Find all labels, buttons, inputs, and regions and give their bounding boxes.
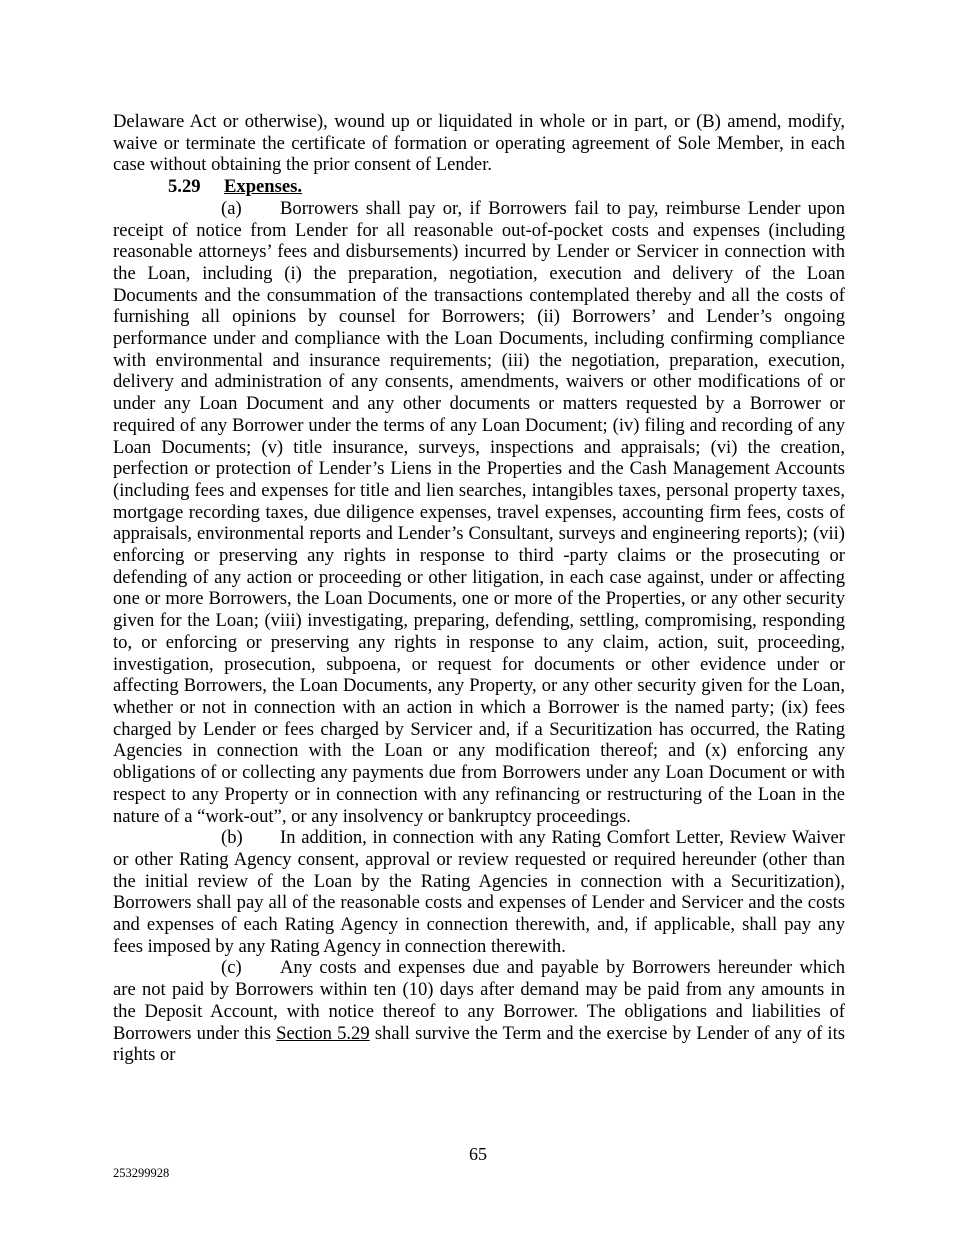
document-id-footer: 253299928	[113, 1166, 170, 1180]
subsection-a	[113, 198, 845, 827]
page-number: 65	[469, 1144, 487, 1164]
section-5-29-reference: Section 5.29	[276, 1022, 370, 1044]
subsection-b-text: In addition, in connection with any Rating Comfort Letter, Review Waiver or other Rating Agency consent, approval or review requested or required hereunder (other than the initial review of the Loan by the Rating Agencies in connection with a Securitization), Borrowers shall pay all of the reasonable costs and expenses of Lender and Servicer and the costs and expenses of each Rating Agency in connection therewith, and, if applicable, shall pay any fees imposed by any Rating Agency in connection therewith.	[113, 827, 845, 957]
subsection-c-text-after-ref: shall survive the Term and the exercise by Lender of any of its rights or	[113, 1022, 846, 1066]
subsection-c-label: (c)	[221, 957, 242, 979]
section-title: Expenses.	[224, 176, 303, 198]
section-number: 5.29	[168, 176, 201, 198]
subsection-b-label: (b)	[221, 827, 243, 849]
subsection-b	[113, 827, 845, 957]
document-body	[113, 111, 845, 1066]
continuation-paragraph: Delaware Act or otherwise), wound up or liquidated in whole or in part, or (B) amend, modify, waive or terminate the certificate of formation or operating agreement of Sole Member, in each case without obtaining the prior consent of Lender.	[113, 111, 845, 176]
subsection-a-label: (a)	[221, 197, 242, 219]
subsection-c	[113, 957, 845, 1066]
section-heading	[113, 176, 845, 198]
subsection-a-text: Borrowers shall pay or, if Borrowers fail to pay, reimburse Lender upon receipt of notice from Lender for all reasonable out-of-pocket costs and expenses (including reasonable attorneys’ fees and disbursements) incurred by Lender or Servicer in connection with the Loan, including (i) the preparation, negotiation, execution and delivery of the Loan Documents and the consummation of the transactions contemplated thereby and all the costs of furnishing all opinions by counsel for Borrowers; (ii) Borrowers’ and Lender’s ongoing performance under and compliance with the Loan Documents, including confirming compliance with environmental and insurance requirements; (iii) the negotiation, preparation, execution, delivery and administration of any consents, amendments, waivers or other modifications of or under any Loan Document and any other documents or matters requested by a Borrower or required of any Borrower under the terms of any Loan Document; (iv) filing and recording of any Loan Documents; (v) title insurance, surveys, inspections and appraisals; (vi) the creation, perfection or protection of Lender’s Liens in the Properties and the Cash Management Accounts (including fees and expenses for title and lien searches, intangibles taxes, personal property taxes, mortgage recording taxes, due diligence expenses, travel expenses, accounting firm fees, costs of appraisals, environmental reports and Lender’s Consultant, surveys and engineering reports); (vii) enforcing or preserving any rights in response to third -party claims or the prosecuting or defending of any action or proceeding or other litigation, in each case against, under or affecting one or more Borrowers, the Loan Documents, one or more of the Properties, or any other security given for the Loan; (viii) investigating, preparing, defending, settling, compromising, responding to, or enforcing or preserving any rights in response to any claim, action, suit, proceeding, investigation, prosecution, subpoena, or request for documents or other evidence under or affecting Borrowers, the Loan Documents, any Property, or any other security given for the Loan, whether or not in connection with an action in which a Borrower is the named party; (ix) fees charged by Lender or fees charged by Servicer and, if a Securitization has occurred, the Rating Agencies in connection with the Loan or any modification thereof; and (x) enforcing any obligations of or collecting any payments due from Borrowers under any Loan Document or with respect to any Property or in connection with any refinancing or restructuring of the Loan in the nature of a “work-out”, or any insolvency or bankruptcy proceedings.	[113, 197, 845, 827]
subsection-c-text-before-ref: Any costs and expenses due and payable by Borrowers hereunder which are not paid by Borrowers within ten (10) days after demand may be paid from any amounts in the Deposit Account, with notice thereof to any Borrower. The obligations and liabilities of Borrowers under this	[113, 957, 845, 1044]
